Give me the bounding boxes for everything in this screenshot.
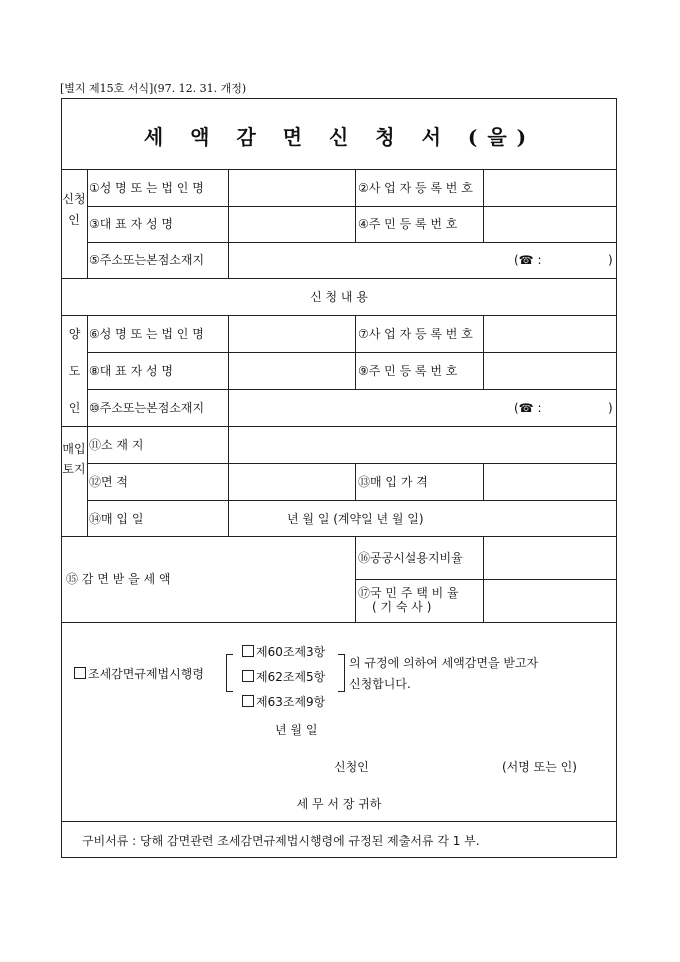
divider bbox=[483, 463, 484, 500]
land-section-label: 매입토지 bbox=[62, 442, 86, 476]
divider bbox=[483, 536, 484, 622]
recipient: 세 무 서 장 귀하 bbox=[296, 797, 382, 811]
area-label: ⑫면 적 bbox=[89, 475, 128, 489]
representative-label: ③대 표 자 성 명 bbox=[89, 217, 173, 231]
national-housing-ratio-label: ⑰국 민 주 택 비 율 bbox=[358, 586, 459, 600]
divider bbox=[355, 463, 356, 500]
divider bbox=[87, 500, 616, 501]
divider bbox=[228, 169, 229, 278]
divider bbox=[62, 821, 616, 822]
content-header: 신 청 내 용 bbox=[310, 290, 368, 304]
divider bbox=[483, 315, 484, 389]
divider bbox=[62, 315, 616, 316]
divider bbox=[62, 278, 616, 279]
reduction-amount-label: ⑮ 감 면 받 을 세 액 bbox=[66, 572, 171, 586]
divider bbox=[355, 579, 616, 580]
statement-text-1: 의 규정에 의하여 세액감면을 받고자 bbox=[349, 656, 539, 670]
purchase-date-value: 년 월 일 (계약일 년 월 일) bbox=[287, 512, 424, 526]
option-63-9[interactable]: 제63조제9항 bbox=[242, 694, 325, 710]
price-label: ⑬매 입 가 격 bbox=[358, 475, 428, 489]
transferor-section-label-2: 도 bbox=[68, 364, 81, 378]
transferor-representative-label: ⑧대 표 자 성 명 bbox=[89, 364, 173, 378]
transferor-phone-label: (☎ : bbox=[514, 401, 542, 415]
checkbox[interactable] bbox=[242, 645, 254, 657]
law-label: 조세감면규제법시행령 bbox=[88, 667, 204, 681]
transferor-phone-close: ) bbox=[608, 401, 613, 415]
transferor-name-label: ⑥성 명 또 는 법 인 명 bbox=[89, 327, 204, 341]
phone-label: (☎ : bbox=[514, 253, 542, 267]
divider bbox=[355, 169, 356, 242]
divider bbox=[62, 622, 616, 623]
address-label: ⑤주소또는본점소재지 bbox=[89, 253, 205, 267]
form-title: 세 액 감 면 신 청 서 (을) bbox=[143, 125, 537, 149]
location-label: ⑪소 재 지 bbox=[89, 438, 144, 452]
phone-close: ) bbox=[608, 253, 613, 267]
left-bracket bbox=[226, 654, 233, 692]
transferor-section-label-1: 양 bbox=[68, 327, 81, 341]
option-60-3[interactable]: 제60조제3항 bbox=[242, 644, 325, 660]
divider bbox=[87, 389, 616, 390]
bizno-label: ②사 업 자 등 록 번 호 bbox=[358, 181, 473, 195]
divider bbox=[483, 169, 484, 242]
transferor-section-label-3: 인 bbox=[68, 401, 81, 415]
checkbox[interactable] bbox=[74, 667, 86, 679]
name-label: ①성 명 또 는 법 인 명 bbox=[89, 181, 204, 195]
divider bbox=[62, 169, 616, 170]
divider bbox=[87, 352, 616, 353]
transferor-rrn-label: ⑨주 민 등 록 번 호 bbox=[358, 364, 458, 378]
divider bbox=[87, 169, 88, 278]
transferor-address-label: ⑩주소또는본점소재지 bbox=[89, 401, 205, 415]
option-62-5[interactable]: 제62조제5항 bbox=[242, 669, 325, 685]
divider bbox=[228, 315, 229, 536]
applicant-section-label: 신청인 bbox=[62, 192, 86, 227]
divider bbox=[87, 206, 616, 207]
form-code: [별지 제15호 서식](97. 12. 31. 개정) bbox=[60, 82, 247, 95]
divider bbox=[87, 315, 88, 536]
rrn-label: ④주 민 등 록 번 호 bbox=[358, 217, 458, 231]
statement-text-2: 신청합니다. bbox=[349, 677, 411, 691]
divider bbox=[62, 536, 616, 537]
divider bbox=[355, 315, 356, 389]
public-facility-ratio-label: ⑯공공시설용지비율 bbox=[358, 551, 463, 565]
required-documents: 구비서류 : 당해 감면관련 조세감면규제법시행령에 규정된 제출서류 각 1 부. bbox=[82, 834, 480, 848]
transferor-bizno-label: ⑦사 업 자 등 록 번 호 bbox=[358, 327, 473, 341]
checkbox[interactable] bbox=[242, 695, 254, 707]
applicant-sign-label: 신청인 bbox=[334, 760, 369, 774]
law-checkbox[interactable] bbox=[74, 666, 204, 682]
right-bracket bbox=[338, 654, 345, 692]
divider bbox=[87, 463, 616, 464]
purchase-date-label: ⑭매 입 일 bbox=[89, 512, 144, 526]
divider bbox=[355, 536, 356, 622]
signature-label: (서명 또는 인) bbox=[502, 760, 577, 774]
divider bbox=[87, 242, 616, 243]
dormitory-label: ( 기 숙 사 ) bbox=[372, 600, 432, 614]
divider bbox=[62, 426, 616, 427]
statement-date: 년 월 일 bbox=[275, 723, 318, 737]
form-frame bbox=[61, 98, 617, 858]
checkbox[interactable] bbox=[242, 670, 254, 682]
